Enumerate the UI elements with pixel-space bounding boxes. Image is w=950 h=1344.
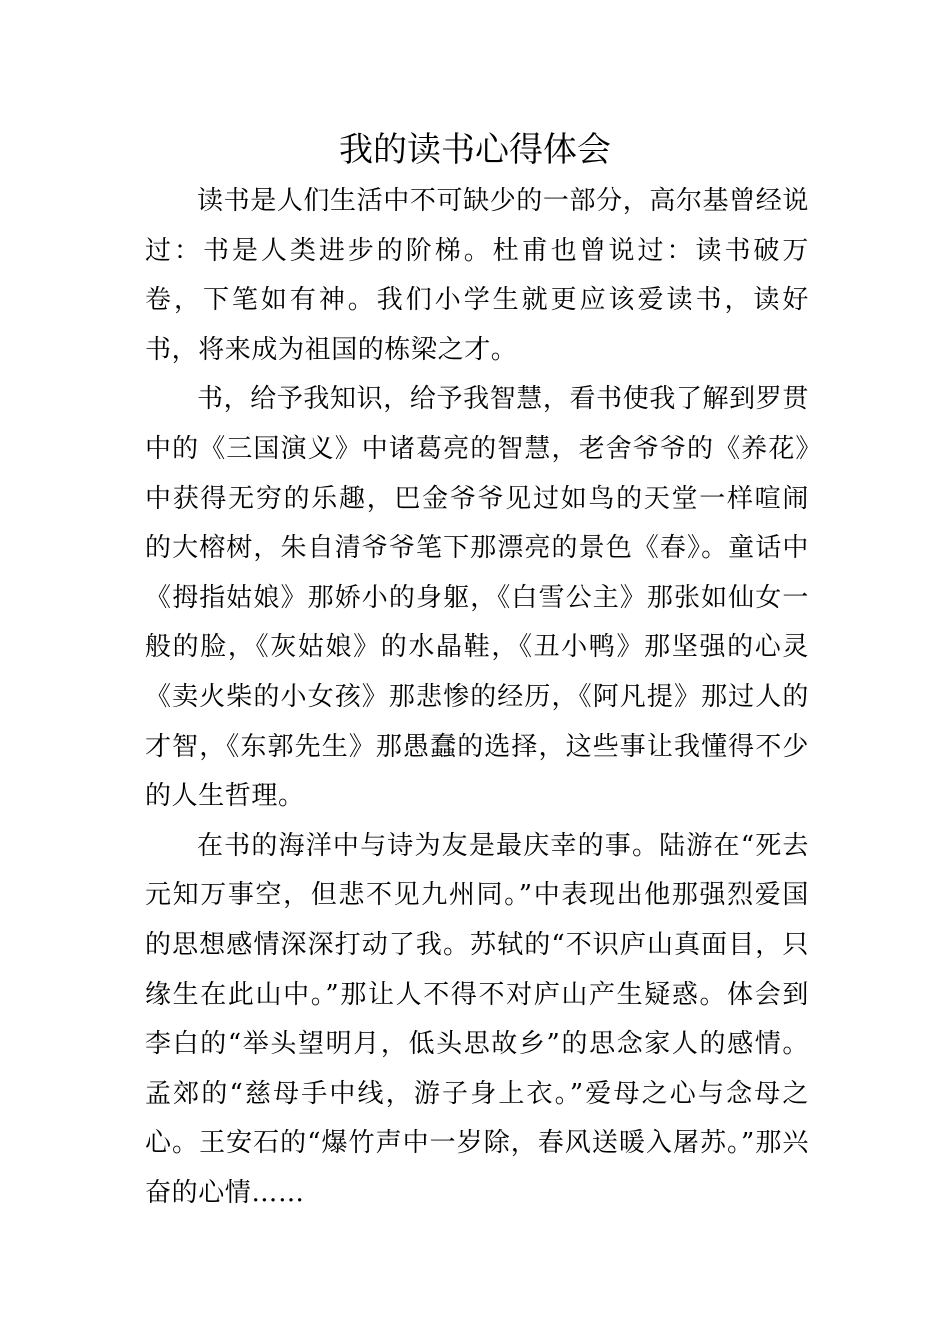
paragraph-2: 书，给予我知识，给予我智慧，看书使我了解到罗贯中的《三国演义》中诸葛亮的智慧，老舍爷爷的《养花》中获得无穷的乐趣，巴金爷爷见过如鸟的天堂一样喧闹的大榕树，朱自清爷爷笔下那漂亮的景色《春》。童话中《拇指姑娘》那娇小的身躯，《白雪公主》那张如仙女一般的脸，《灰姑娘》的水晶鞋，《丑小鸭》那坚强的心灵《卖火柴的小女孩》那悲惨的经历，《阿凡提》那过人的才智，《东郭先生》那愚蠢的选择，这些事让我懂得不少的人生哲理。	[145, 384, 809, 812]
paragraph-3: 在书的海洋中与诗为友是最庆幸的事。陆游在“死去元知万事空，但悲不见九州同。”中表现出他那强烈爱国的思想感情深深打动了我。苏轼的“不识庐山真面目，只缘生在此山中。”那让人不得不对庐山产生疑惑。体会到李白的“举头望明月，低头思故乡”的思念家人的感情。孟郊的“慈母手中线，游子身上衣。”爱母之心与念母之心。王安石的“爆竹声中一岁除，春风送暖入屠苏。”那兴奋的心情……	[145, 830, 809, 1208]
document-title: 我的读书心得体会	[339, 130, 611, 170]
paragraph-1: 读书是人们生活中不可缺少的一部分，高尔基曾经说过：书是人类进步的阶梯。杜甫也曾说过：读书破万卷，下笔如有神。我们小学生就更应该爱读书，读好书，将来成为祖国的栋梁之才。	[145, 186, 809, 365]
document-body	[145, 177, 809, 1218]
